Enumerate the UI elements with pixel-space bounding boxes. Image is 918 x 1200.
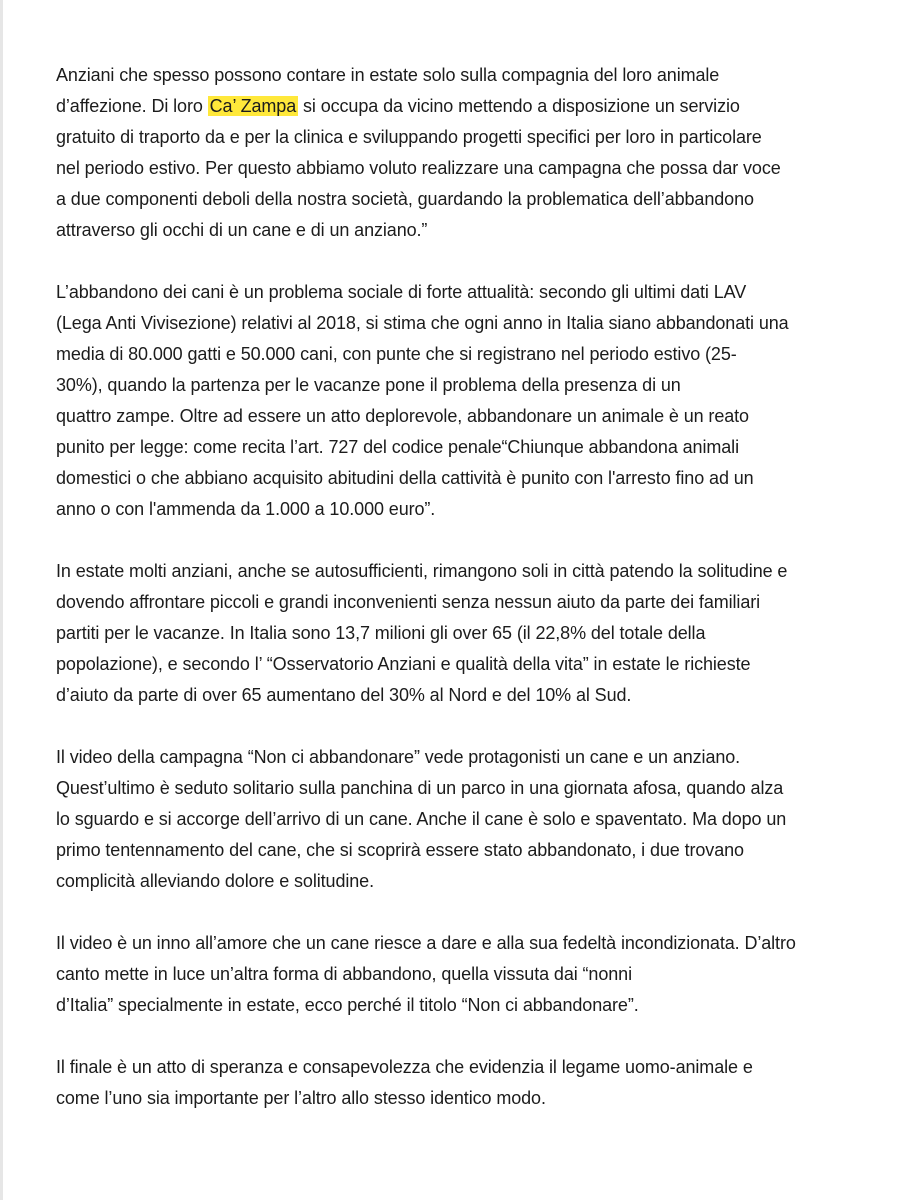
- text-line: Il video è un inno all’amore che un cane riesce a dare e alla sua fedeltà incondizionata. D’altro: [56, 933, 796, 953]
- text-line: canto mette in luce un’altra forma di abbandono, quella vissuta dai “nonni: [56, 964, 632, 984]
- text-line: d’aiuto da parte di over 65 aumentano del 30% al Nord e del 10% al Sud.: [56, 685, 632, 705]
- text-line: media di 80.000 gatti e 50.000 cani, con punte che si registrano nel periodo estivo (25-: [56, 344, 737, 364]
- text-fragment: d’affezione. Di loro: [56, 96, 208, 116]
- text-line: 30%), quando la partenza per le vacanze pone il problema della presenza di un: [56, 375, 681, 395]
- text-line: Il finale è un atto di speranza e consapevolezza che evidenzia il legame uomo-animale e: [56, 1057, 753, 1077]
- text-fragment: si occupa da vicino mettendo a disposizione un servizio: [298, 96, 740, 116]
- text-line: complicità alleviando dolore e solitudine.: [56, 871, 374, 891]
- text-line: d’Italia” specialmente in estate, ecco perché il titolo “Non ci abbandonare”.: [56, 995, 639, 1015]
- text-line: attraverso gli occhi di un cane e di un anziano.”: [56, 220, 428, 240]
- paragraph-elderly-summer: [56, 556, 906, 711]
- article-body: [56, 60, 906, 1145]
- text-line: lo sguardo e si accorge dell’arrivo di un cane. Anche il cane è solo e spaventato. Ma dopo un: [56, 809, 787, 829]
- text-line: partiti per le vacanze. In Italia sono 13,7 milioni gli over 65 (il 22,8% del totale della: [56, 623, 706, 643]
- text-line: popolazione), e secondo l’ “Osservatorio Anziani e qualità della vita” in estate le richieste: [56, 654, 751, 674]
- text-line: domestici o che abbiano acquisito abitudini della cattività è punito con l'arresto fino ad un: [56, 468, 754, 488]
- text-line: [56, 91, 906, 122]
- text-line: a due componenti deboli della nostra società, guardando la problematica dell’abbandono: [56, 189, 754, 209]
- text-line: L’abbandono dei cani è un problema sociale di forte attualità: secondo gli ultimi dati LAV: [56, 282, 747, 302]
- page-edge: [0, 0, 3, 1200]
- text-line: Anziani che spesso possono contare in estate solo sulla compagnia del loro animale: [56, 65, 720, 85]
- text-line: come l’uno sia importante per l’altro allo stesso identico modo.: [56, 1088, 546, 1108]
- text-line: punito per legge: come recita l’art. 727 del codice penale“Chiunque abbandona animali: [56, 437, 739, 457]
- text-line: primo tentennamento del cane, che si scoprirà essere stato abbandonato, i due trovano: [56, 840, 744, 860]
- text-line: gratuito di traporto da e per la clinica e sviluppando progetti specifici per loro in particolare: [56, 127, 762, 147]
- text-line: (Lega Anti Vivisezione) relativi al 2018, si stima che ogni anno in Italia siano abbandonati una: [56, 313, 789, 333]
- text-line: Quest’ultimo è seduto solitario sulla panchina di un parco in una giornata afosa, quando alza: [56, 778, 784, 798]
- paragraph-video-description: [56, 742, 906, 897]
- text-line: dovendo affrontare piccoli e grandi inconvenienti senza nessun aiuto da parte dei familiari: [56, 592, 761, 612]
- text-line: anno o con l'ammenda da 1.000 a 10.000 euro”.: [56, 499, 436, 519]
- paragraph-finale: [56, 1052, 906, 1114]
- highlighted-brand-name: Ca’ Zampa: [209, 96, 297, 116]
- paragraph-video-meaning: [56, 928, 906, 1021]
- text-line: nel periodo estivo. Per questo abbiamo voluto realizzare una campagna che possa dar voce: [56, 158, 781, 178]
- text-line: Il video della campagna “Non ci abbandonare” vede protagonisti un cane e un anziano.: [56, 747, 741, 767]
- text-line: In estate molti anziani, anche se autosufficienti, rimangono soli in città patendo la solitudine e: [56, 561, 788, 581]
- paragraph-abandonment-stats: [56, 277, 906, 525]
- text-line: quattro zampe. Oltre ad essere un atto deplorevole, abbandonare un animale è un reato: [56, 406, 749, 426]
- paragraph-intro-quote: [56, 60, 906, 246]
